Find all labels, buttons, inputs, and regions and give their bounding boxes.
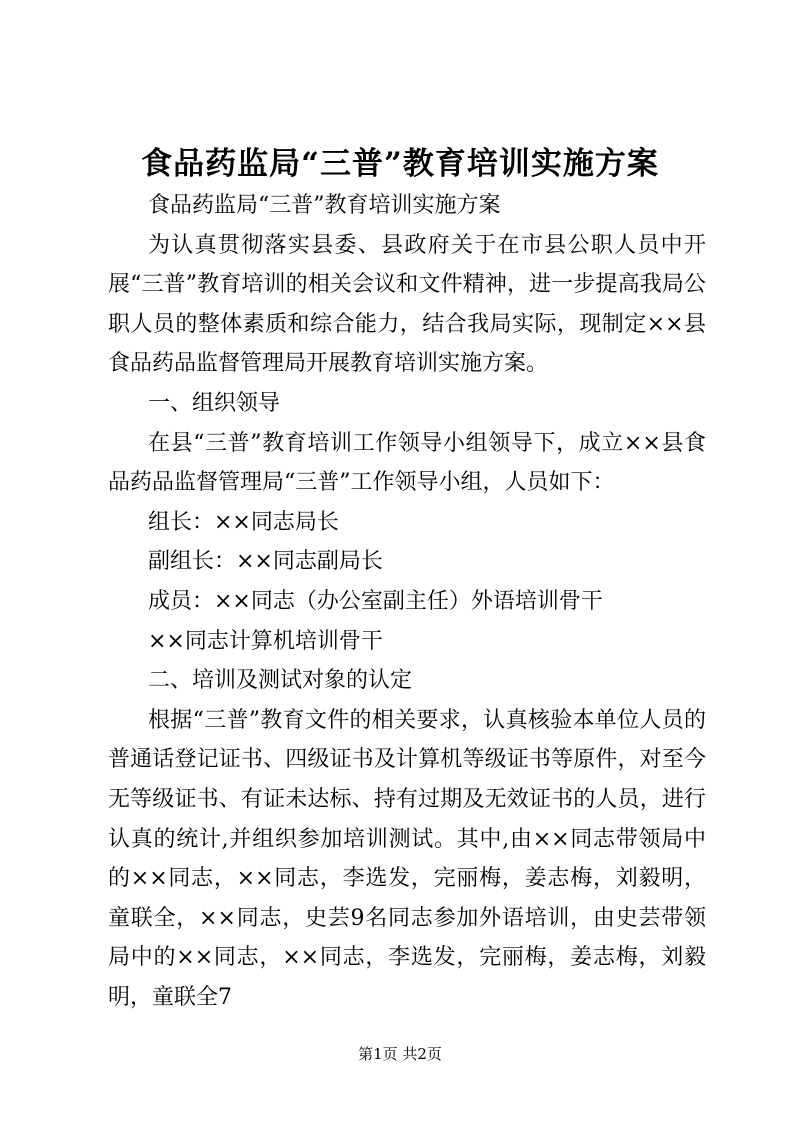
paragraph-member-computer: ××同志计算机培训骨干 [148,628,383,654]
paragraph-leader: 组长：××同志局长 [148,509,339,535]
page-footer: 第1页 共2页 [358,1045,442,1063]
document-body [108,186,706,1017]
paragraph-subtitle: 食品药监局“三普”教育培训实施方案 [148,193,501,218]
paragraph-organization: 在县“三普”教育培训工作领导小组领导下，成立××县食品药品监督管理局“三普”工作领导小组，人员如下： [108,430,706,496]
document-title: 食品药监局“三普”教育培训实施方案 [141,146,659,182]
paragraph-intro: 为认真贯彻落实县委、县政府关于在市县公职人员中开展“三普”教育培训的相关会议和文件精神，进一步提高我局公职人员的整体素质和综合能力，结合我局实际，现制定××县食品药品监督管理局开展教育培训实施方案。 [108,232,706,377]
paragraph-deputy-leader: 副组长：××同志副局长 [148,549,383,575]
section-heading-organization: 一、组织领导 [148,390,281,416]
section-heading-training-targets: 二、培训及测试对象的认定 [148,668,413,694]
paragraph-members: 成员：××同志（办公室副主任）外语培训骨干 [148,588,603,614]
paragraph-training-targets: 根据“三普”教育文件的相关要求，认真核验本单位人员的普通话登记证书、四级证书及计算机等级证书等原件，对至今无等级证书、有证未达标、持有过期及无效证书的人员，进行认真的统计,并组织参加培训测试。其中,由××同志带领局中的××同志，××同志，李选发，完丽梅，姜志梅，刘毅明，童联全，××同志，史芸9名同志参加外语培训，由史芸带领局中的××同志，××同志，李选发，完丽梅，姜志梅，刘毅明，童联全7 [108,707,706,1010]
